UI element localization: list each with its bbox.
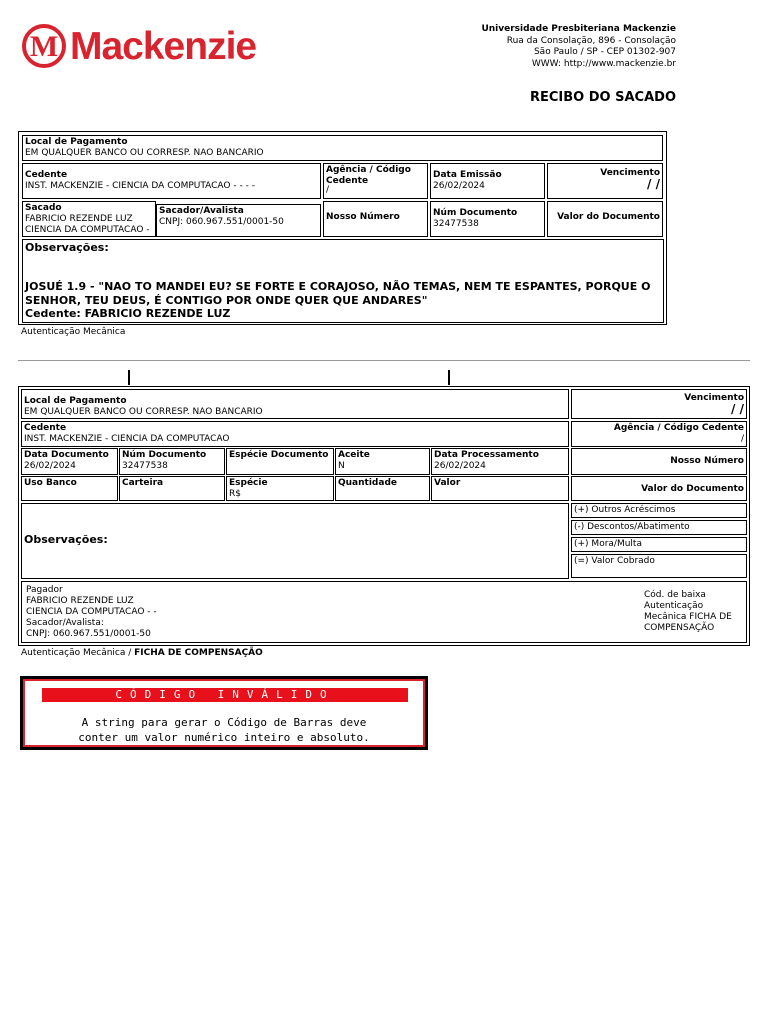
slip-cod-auth: Autenticação Mecânica FICHA DE COMPENSAÇÃO [644, 601, 732, 633]
receipt-nosso-numero-cell [323, 201, 428, 237]
institution-web: WWW: http://www.mackenzie.br [531, 58, 676, 69]
barcode-error-line1: A string para gerar o Código de Barras deve [81, 716, 367, 729]
receipt-obs-line3: Cedente: FABRICIO REZENDE LUZ [25, 307, 231, 320]
slip-descontos-cell [571, 520, 747, 535]
receipt-vencimento-cell [547, 163, 663, 199]
slip-pagador-name: FABRICIO REZENDE LUZ [26, 596, 134, 606]
slip-local-value: EM QUALQUER BANCO OU CORRESP. NAO BANCARIO [24, 407, 263, 417]
receipt-avalista-label: Sacador/Avalista [159, 206, 244, 216]
slip-nosso-label: Nosso Número [670, 456, 744, 466]
receipt-local-cell [22, 135, 663, 161]
slip-outros-cell [571, 503, 747, 518]
slip-cod-baixa-block [644, 590, 740, 634]
slip-data-proc-value: 26/02/2024 [434, 461, 486, 471]
receipt-avalista-value: CNPJ: 060.967.551/0001-50 [159, 217, 284, 227]
slip-data-proc-cell [431, 448, 569, 475]
bank-code-separator [128, 370, 130, 385]
slip-vencimento-cell [571, 389, 747, 419]
receipt-obs-label: Observações: [25, 241, 109, 254]
receipt-vencimento-value: / / [647, 177, 660, 191]
slip-descontos-label: (-) Descontos/Abatimento [574, 522, 690, 532]
receipt-cedente-cell [22, 163, 321, 199]
institution-name: Universidade Presbiteriana Mackenzie [481, 24, 676, 34]
slip-local-cell [21, 389, 569, 419]
barcode-error-line2: conter um valor numérico inteiro e absoluto. [78, 731, 370, 744]
slip-mora-label: (+) Mora/Multa [574, 539, 642, 549]
slip-data-doc-label: Data Documento [24, 450, 109, 460]
receipt-sacado-name: FABRICIO REZENDE LUZ [25, 214, 133, 224]
slip-carteira-cell [119, 476, 225, 501]
slip-pagador-course: CIENCIA DA COMPUTACAO - - [26, 607, 157, 617]
institution-address: Rua da Consolação, 896 - Consolação [506, 35, 676, 46]
receipt-obs-line1: JOSUÉ 1.9 - "NAO TO MANDEI EU? SE FORTE E CORAJOSO, NÃO TEMAS, NEM TE ESPANTES, PORQUE O [25, 280, 651, 293]
slip-observacoes-cell [21, 503, 569, 579]
receipt-emissao-value: 26/02/2024 [433, 181, 485, 191]
receipt-agencia-value: / [326, 185, 330, 195]
slip-data-proc-label: Data Processamento [434, 450, 539, 460]
slip-valor-cell [431, 476, 569, 501]
slip-especie-doc-cell [226, 448, 334, 475]
logo-emblem [22, 24, 66, 68]
receipt-vencimento-label: Vencimento [600, 168, 660, 178]
slip-uso-banco-cell [21, 476, 118, 501]
slip-pagador-label: Pagador [26, 585, 63, 595]
institution-city: São Paulo / SP - CEP 01302-907 [533, 47, 676, 57]
receipt-emissao-label: Data Emissão [433, 170, 502, 180]
slip-cedente-cell [21, 421, 569, 447]
slip-valor-label: Valor [434, 478, 461, 488]
barcode-error-box [20, 676, 428, 750]
slip-vencimento-value: / / [731, 402, 744, 416]
logo-text: Mackenzie [70, 25, 257, 68]
cut-line [18, 360, 750, 361]
slip-especie-cell [226, 476, 334, 501]
autenticacao-ficha-line [21, 648, 263, 658]
receipt-nosso-label: Nosso Número [326, 212, 400, 222]
digitable-line-separator [448, 370, 450, 385]
slip-uso-banco-label: Uso Banco [24, 478, 77, 488]
slip-valor-doc-cell [571, 476, 747, 501]
slip-nosso-numero-cell [571, 448, 747, 475]
receipt-sacado-label: Sacado [25, 203, 62, 213]
mackenzie-logo [22, 22, 272, 74]
slip-cedente-label: Cedente [24, 423, 67, 433]
slip-agencia-value: / [740, 434, 744, 444]
receipt-num-doc-value: 32477538 [433, 219, 479, 229]
receipt-observacoes-cell [22, 239, 664, 323]
receipt-box [18, 131, 667, 325]
autenticacao-mecanica-receipt: Autenticação Mecânica [21, 327, 126, 337]
slip-mora-cell [571, 537, 747, 552]
barcode-error-message [25, 715, 423, 745]
logo-glyph: M [29, 30, 59, 63]
slip-agencia-label: Agência / Código Cedente [613, 423, 744, 433]
slip-aceite-cell [335, 448, 430, 475]
receipt-agencia-cell [323, 163, 428, 199]
slip-agencia-cell [571, 421, 747, 447]
receipt-sacado-cell [22, 201, 156, 237]
receipt-num-doc-cell [430, 201, 545, 237]
receipt-valor-doc-cell [547, 201, 663, 237]
slip-quantidade-label: Quantidade [338, 478, 397, 488]
slip-obs-label: Observações: [24, 533, 108, 546]
slip-avalista-value: CNPJ: 060.967.551/0001-50 [26, 629, 151, 639]
slip-data-doc-cell [21, 448, 118, 475]
slip-avalista-label: Sacador/Avalista: [26, 618, 104, 628]
slip-especie-label: Espécie [229, 478, 268, 488]
institution-info [481, 24, 676, 70]
autenticacao-mecanica-slip: Autenticação Mecânica / [21, 648, 132, 658]
receipt-agencia-label: Agência / Código Cedente [326, 165, 411, 186]
ficha-compensacao-label: FICHA DE COMPENSAÇÃO [134, 648, 263, 658]
slip-num-doc-label: Núm Documento [122, 450, 207, 460]
receipt-avalista-cell [156, 204, 321, 237]
slip-aceite-label: Aceite [338, 450, 370, 460]
receipt-local-label: Local de Pagamento [25, 137, 128, 147]
slip-cobrado-cell [571, 554, 747, 578]
slip-data-doc-value: 26/02/2024 [24, 461, 76, 471]
slip-cedente-value: INST. MACKENZIE - CIENCIA DA COMPUTACAO [24, 434, 230, 444]
receipt-cedente-value: INST. MACKENZIE - CIENCIA DA COMPUTACAO - - - - [25, 181, 255, 191]
slip-valor-doc-label: Valor do Documento [641, 484, 744, 494]
receipt-sacado-course: CIENCIA DA COMPUTACAO - [25, 225, 150, 235]
receipt-cedente-label: Cedente [25, 170, 68, 180]
barcode-error-title: CÓDIGO INVÁLIDO [42, 688, 408, 702]
slip-especie-value: R$ [229, 489, 241, 499]
slip-cod-baixa: Cód. de baixa [644, 590, 706, 600]
slip-pagador-cell [21, 581, 747, 643]
slip-outros-label: (+) Outros Acréscimos [574, 505, 676, 515]
receipt-obs-line2: SENHOR, TEU DEUS, É CONTIGO POR ONDE QUER QUE ANDARES" [25, 293, 428, 307]
slip-num-doc-cell [119, 448, 225, 475]
slip-carteira-label: Carteira [122, 478, 164, 488]
receipt-title: RECIBO DO SACADO [530, 90, 676, 105]
slip-quantidade-cell [335, 476, 430, 501]
slip-vencimento-label: Vencimento [684, 393, 744, 403]
receipt-local-value: EM QUALQUER BANCO OU CORRESP. NAO BANCARIO [25, 148, 264, 158]
receipt-valor-doc-label: Valor do Documento [557, 212, 660, 222]
slip-aceite-value: N [338, 461, 345, 471]
receipt-num-doc-label: Núm Documento [433, 208, 518, 218]
slip-num-doc-value: 32477538 [122, 461, 168, 471]
slip-especie-doc-label: Espécie Documento [229, 450, 329, 460]
slip-cobrado-label: (=) Valor Cobrado [574, 556, 655, 566]
slip-local-label: Local de Pagamento [24, 396, 127, 406]
receipt-emissao-cell [430, 163, 545, 199]
payment-slip-box [18, 386, 750, 646]
barcode-error-inner [23, 679, 425, 747]
